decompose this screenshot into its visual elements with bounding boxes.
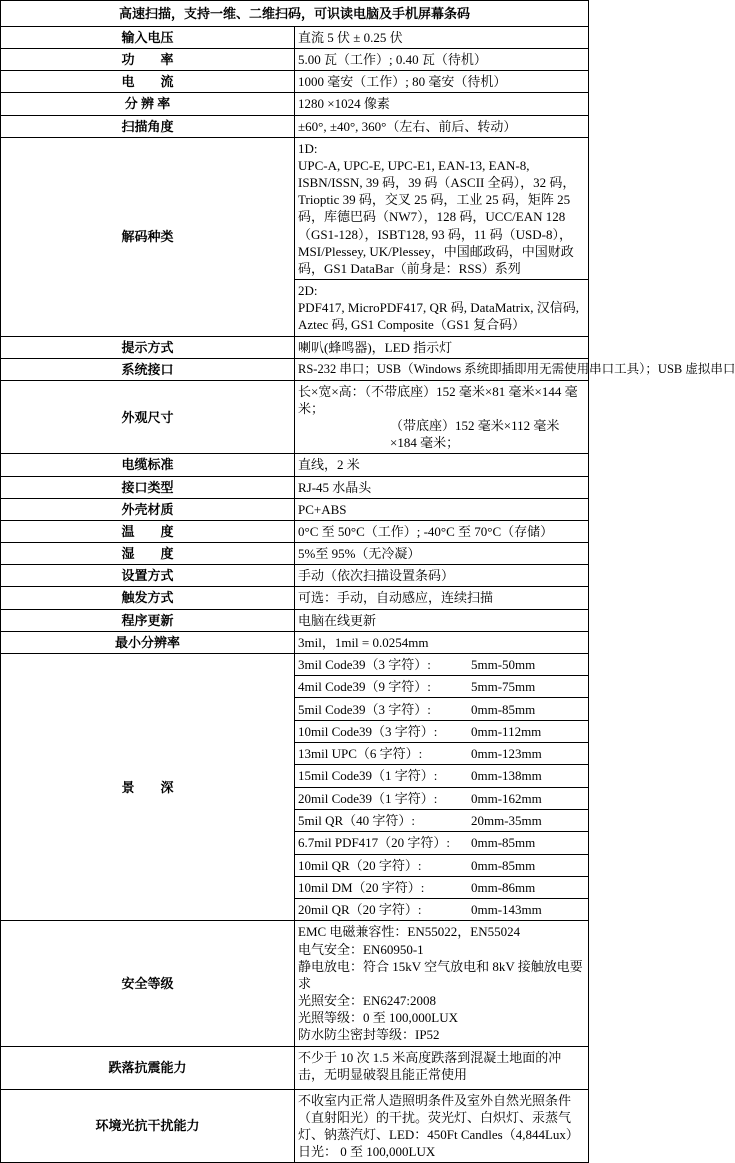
safety-line: 光照安全：EN6247:2008 [298,993,436,1009]
value-update: 电脑在线更新 [295,609,589,631]
value-current: 1000 毫安（工作）; 80 毫安（待机） [295,71,589,93]
value-decode-1d [295,137,589,279]
spec-row-shell [1,498,589,520]
value-drop: 不少于 10 次 1.5 米高度跌落到混凝土地面的冲击，无明显破裂且能正常使用 [295,1046,589,1089]
depth-of-field-range: 0mm-138mm [471,768,542,784]
value-trigger: 可选：手动，自动感应，连续扫描 [295,587,589,609]
label-interface: 系统接口 [1,358,295,380]
depth-of-field-range: 0mm-162mm [471,790,542,806]
depth-of-field-range: 5mm-50mm [471,656,536,672]
spec-row-resolution [1,93,589,115]
value-interface: RS-232 串口；USB（Windows 系统即插即用无需使用串口工具）；USB 虚拟串口 [295,358,589,380]
depth-of-field-item [295,877,588,899]
depth-of-field-symbol: 4mil Code39（9 字符）: [298,679,431,695]
table-title: 高速扫描，支持一维、二维扫码，可识读电脑及手机屏幕条码 [1,1,589,27]
spec-row-update [1,609,589,631]
safety-line: 光照等级：0 至 100,000LUX [298,1010,458,1026]
safety-list [295,921,589,1046]
depth-of-field-item [295,788,588,810]
label-connector: 接口类型 [1,476,295,498]
label-power: 功 率 [1,49,295,71]
depth-of-field-range: 5mm-75mm [471,679,536,695]
label-voltage: 输入电压 [1,27,295,49]
depth-of-field-symbol: 10mil QR（20 字符）: [298,857,422,873]
depth-of-field-item [298,899,585,920]
spec-row-drop [1,1046,589,1089]
label-decode: 解码种类 [1,137,295,336]
dimensions-line-2: （带底座）152 毫米×112 毫米×184 毫米； [390,418,560,451]
depth-of-field-range: 0mm-123mm [471,746,542,762]
label-setup: 设置方式 [1,565,295,587]
label-humidity: 湿 度 [1,543,295,565]
spec-row-voltage [1,27,589,49]
spec-row-humidity [1,543,589,565]
label-light: 环境光抗干扰能力 [1,1089,295,1163]
value-shell: PC+ABS [295,498,589,520]
decode-2d-text: PDF417, MicroPDF417, QR 码, DataMatrix, 汉信码, Aztec 码, GS1 Composite（GS1 复合码） [298,300,579,333]
spec-row-setup [1,565,589,587]
dimensions-line-1: 长×宽×高：（不带底座）152 毫米×81 毫米×144 毫米； [298,383,578,416]
title-row [1,1,589,27]
depth-of-field-symbol: 10mil Code39（3 字符）: [298,723,438,739]
spec-row-cable [1,454,589,476]
decode-1d-title: 1D: [298,140,318,156]
depth-of-field-symbol: 15mil Code39（1 字符）: [298,768,438,784]
label-cable: 电缆标准 [1,454,295,476]
spec-row-prompt [1,336,589,358]
spec-row-current [1,71,589,93]
value-humidity: 5%至 95%（无冷凝） [295,543,589,565]
depth-of-field-item [295,676,588,698]
label-current: 电 流 [1,71,295,93]
spec-row-power [1,49,589,71]
depth-of-field-item [295,721,588,743]
depth-of-field-range: 0mm-85mm [471,835,536,851]
depth-of-field-item [295,743,588,765]
spec-row-connector [1,476,589,498]
value-cable: 直线，2 米 [295,454,589,476]
spec-row-light [1,1089,589,1163]
depth-of-field-item [295,765,588,787]
label-update: 程序更新 [1,609,295,631]
depth-of-field-symbol: 5mil Code39（3 字符）: [298,701,431,717]
depth-of-field-range: 0mm-112mm [471,723,542,739]
depth-of-field-symbol: 5mil QR（40 字符）: [298,812,416,828]
label-scan-angle: 扫描角度 [1,115,295,137]
depth-of-field-item [295,855,588,877]
spec-row-interface [1,358,589,380]
value-prompt: 喇叭(蜂鸣器)，LED 指示灯 [295,336,589,358]
depth-of-field-symbol: 20mil Code39（1 字符）: [298,790,438,806]
label-dimensions: 外观尺寸 [1,380,295,454]
safety-line: 防水防尘密封等级：IP52 [298,1027,440,1043]
safety-line: EMC 电磁兼容性：EN55022，EN55024 [298,924,521,940]
depth-of-field-range: 20mm-35mm [471,812,542,828]
spec-row-depth-of-field [1,653,589,921]
label-shell: 外壳材质 [1,498,295,520]
depth-of-field-list [295,653,589,921]
spec-row-min-res [1,631,589,653]
label-drop: 跌落抗震能力 [1,1046,295,1089]
label-depth-of-field: 景 深 [1,653,295,921]
label-temperature: 温 度 [1,520,295,542]
value-connector: RJ-45 水晶头 [295,476,589,498]
decode-1d-text: UPC-A, UPC-E, UPC-E1, EAN-13, EAN-8, ISBN/ISSN, 39 码，39 码（ASCII 全码），32 码，Trioptic 39 码，交叉 25 码，工业 25 码，矩阵 25 码，库德巴码（NW7），128 码，UCC/EAN 128（GS1-128），ISBT128, 93 码，11 码（USD-8），MSI/Plessey, UK/Plessey，中国邮政码，中国财政码，GS1 DataBar（前身是：RSS）系列 [298,157,576,276]
spec-row-safety [1,921,589,1046]
spec-row-decode-1d [1,137,589,279]
label-safety: 安全等级 [1,921,295,1046]
label-trigger: 触发方式 [1,587,295,609]
spec-row-trigger [1,587,589,609]
decode-2d-title: 2D: [298,283,318,299]
value-min-res: 3mil，1mil = 0.0254mm [295,631,589,653]
depth-of-field-range: 0mm-85mm [471,857,536,873]
label-min-res: 最小分辨率 [1,631,295,653]
value-voltage: 直流 5 伏 ± 0.25 伏 [295,27,589,49]
label-resolution: 分 辨 率 [1,93,295,115]
depth-of-field-symbol: 3mil Code39（3 字符）: [298,656,431,672]
depth-of-field-symbol: 20mil QR（20 字符）: [298,902,422,918]
value-dimensions [295,380,589,454]
safety-line: 电气安全：EN60950-1 [298,941,424,957]
depth-of-field-symbol: 13mil UPC（6 字符）: [298,746,423,762]
value-scan-angle: ±60°, ±40°, 360°（左右、前后、转动） [295,115,589,137]
value-setup: 手动（依次扫描设置条码） [295,565,589,587]
value-resolution: 1280 ×1024 像素 [295,93,589,115]
value-temperature: 0°C 至 50°C（工作）; -40°C 至 70°C（存储） [295,520,589,542]
depth-of-field-range: 0mm-86mm [471,879,536,895]
depth-of-field-symbol: 6.7mil PDF417（20 字符）: [298,835,451,851]
depth-of-field-item [295,698,588,720]
depth-of-field-item [295,654,588,676]
depth-of-field-item [295,810,588,832]
label-prompt: 提示方式 [1,336,295,358]
spec-row-scan-angle [1,115,589,137]
depth-of-field-symbol: 10mil DM（20 字符）: [298,879,425,895]
safety-line: 静电放电：符合 15kV 空气放电和 8kV 接触放电要求 [298,958,583,991]
spec-row-temperature [1,520,589,542]
value-decode-2d [295,280,589,336]
value-light: 不收室内正常人造照明条件及室外自然光照条件（直射阳光）的干扰。荧光灯、白炽灯、汞蒸气灯、钠蒸汽灯、LED：450Ft Candles（4,844Lux） 日光： 0 至 100,000LUX [295,1089,589,1163]
depth-of-field-range: 0mm-143mm [471,902,542,918]
spec-row-dimensions [1,380,589,454]
depth-of-field-range: 0mm-85mm [471,701,536,717]
depth-of-field-item [295,832,588,854]
value-power: 5.00 瓦（工作）; 0.40 瓦（待机） [295,49,589,71]
